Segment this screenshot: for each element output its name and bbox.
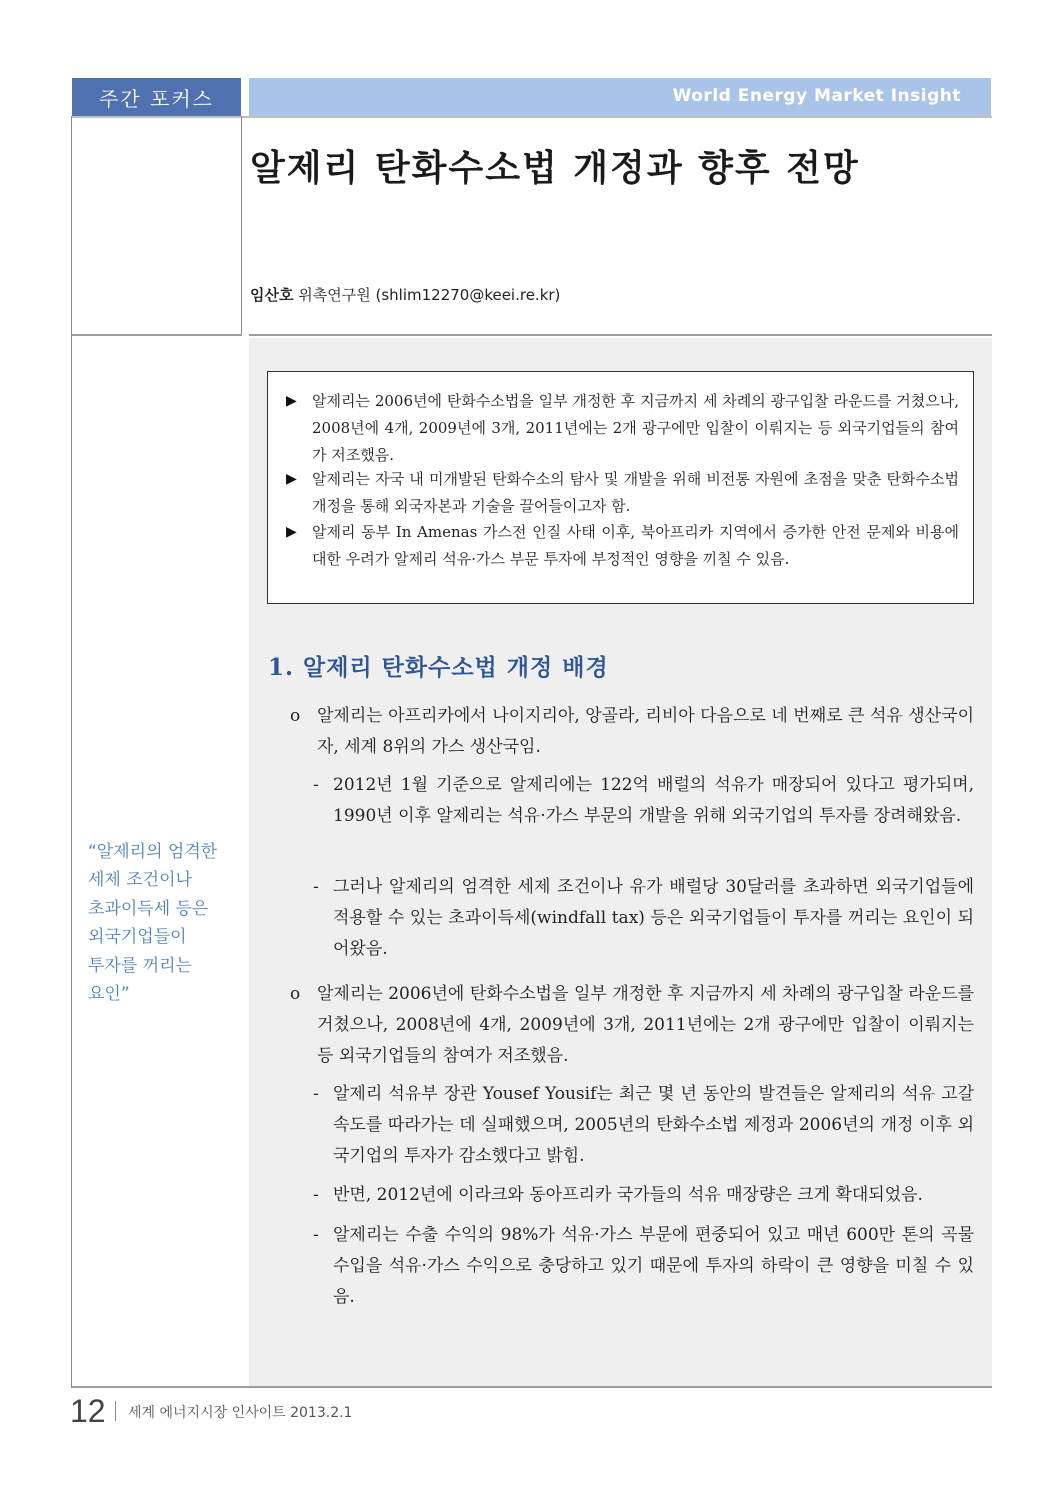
dash-marker: - — [313, 775, 319, 795]
pull-quote-line: 요인” — [88, 984, 130, 1005]
pull-quote-line: 초과이득세 등은 — [88, 898, 209, 919]
dash-paragraph — [313, 872, 974, 965]
bullet-paragraph — [290, 701, 974, 763]
author-line — [250, 284, 560, 305]
footer-divider — [72, 1386, 992, 1388]
triangle-bullet-icon: ▶ — [286, 471, 297, 487]
pull-quote-line: 투자를 꺼리는 — [88, 955, 192, 976]
pull-quote-line: 외국기업들이 — [88, 927, 187, 948]
circle-bullet-icon: o — [290, 984, 301, 1004]
pull-quote-line: 세제 조건이나 — [88, 870, 192, 891]
header-bar — [249, 78, 991, 116]
dash-paragraph — [313, 1079, 974, 1172]
dash-marker: - — [313, 1225, 319, 1245]
title-divider — [249, 334, 992, 336]
bullet-paragraph — [290, 979, 974, 1072]
author-name: 임산호 — [250, 286, 294, 304]
summary-item — [286, 388, 959, 469]
author-role: 위촉연구원 (shlim12270@keei.re.kr) — [298, 286, 561, 304]
brand-label: World Energy Market Insight — [672, 86, 961, 106]
circle-bullet-icon: o — [290, 706, 301, 726]
footer-separator — [115, 1401, 116, 1421]
summary-item — [286, 519, 959, 573]
summary-text: 알제리는 2006년에 탄화수소법을 일부 개정한 후 지금까지 세 차례의 광구입찰 라운드를 거쳤으나, 2008년에 4개, 2009년에 3개, 2011년에는 2개 광구에만 입찰이 이뤄지는 등 외국기업들의 참여가 저조했음. — [312, 392, 959, 464]
dash-text: 반면, 2012년에 이라크와 동아프리카 국가들의 석유 매장량은 크게 확대되었음. — [333, 1185, 923, 1205]
dash-paragraph — [313, 1220, 974, 1313]
dash-marker: - — [313, 1185, 319, 1205]
dash-text: 알제리 석유부 장관 Yousef Yousif는 최근 몇 년 동안의 발견들은 알제리의 석유 고갈 속도를 따라가는 데 실패했으며, 2005년의 탄화수소법 제정과 2006년의 개정 이후 외국기업의 투자가 감소했다고 밝힘. — [333, 1084, 974, 1166]
section-tag — [72, 78, 241, 116]
header-divider — [72, 116, 992, 118]
dash-text: 알제리는 수출 수익의 98%가 석유·가스 부문에 편중되어 있고 매년 600만 톤의 곡물 수입을 석유·가스 수익으로 충당하고 있기 때문에 투자의 하락이 큰 영향을 미칠 수 있음. — [333, 1225, 974, 1307]
dash-marker: - — [313, 877, 319, 897]
article-title: 알제리 탄화수소법 개정과 향후 전망 — [250, 148, 860, 189]
dash-paragraph — [313, 770, 974, 832]
dash-marker: - — [313, 1084, 319, 1104]
inner-frame-line — [241, 116, 242, 334]
left-frame-line — [71, 116, 72, 1388]
summary-text: 알제리는 자국 내 미개발된 탄화수소의 탐사 및 개발을 위해 비전통 자원에 초점을 맞춘 탄화수소법 개정을 통해 외국자본과 기술을 끌어들이고자 함. — [312, 470, 959, 515]
sidebar-divider — [72, 334, 242, 336]
page-number: 12 — [70, 1393, 106, 1429]
section-heading: 1. 알제리 탄화수소법 개정 배경 — [268, 654, 609, 681]
section-tag-label: 주간 포커스 — [99, 86, 214, 111]
dash-text: 2012년 1월 기준으로 알제리에는 122억 배럴의 석유가 매장되어 있다고 평가되며, 1990년 이후 알제리는 석유·가스 부문의 개발을 위해 외국기업의 투자를 장려해왔음. — [333, 775, 974, 826]
dash-text: 그러나 알제리의 엄격한 세제 조건이나 유가 배럴당 30달러를 초과하면 외국기업들에 적용할 수 있는 초과이득세(windfall tax) 등은 외국기업들이 투자를 꺼리는 요인이 되어왔음. — [333, 877, 974, 959]
summary-item — [286, 466, 959, 520]
triangle-bullet-icon: ▶ — [286, 524, 297, 540]
pull-quote-line: “알제리의 엄격한 — [88, 842, 218, 862]
bullet-text: 알제리는 2006년에 탄화수소법을 일부 개정한 후 지금까지 세 차례의 광구입찰 라운드를 거쳤으나, 2008년에 4개, 2009년에 3개, 2011년에는 2개 광구에만 입찰이 이뤄지는 등 외국기업들의 참여가 저조했음. — [317, 984, 974, 1066]
summary-box — [267, 371, 974, 604]
summary-text: 알제리 동부 In Amenas 가스전 인질 사태 이후, 북아프리카 지역에서 증가한 안전 문제와 비용에 대한 우려가 알제리 석유·가스 부문 투자에 부정적인 영향을 끼칠 수 있음. — [312, 523, 959, 568]
pull-quote — [88, 838, 248, 1008]
publication-name: 세계 에너지시장 인사이트 2013.2.1 — [128, 1405, 353, 1421]
dash-paragraph — [313, 1180, 974, 1211]
triangle-bullet-icon: ▶ — [286, 393, 297, 409]
bullet-text: 알제리는 아프리카에서 나이지리아, 앙골라, 리비아 다음으로 네 번째로 큰 석유 생산국이자, 세계 8위의 가스 생산국임. — [317, 706, 974, 757]
